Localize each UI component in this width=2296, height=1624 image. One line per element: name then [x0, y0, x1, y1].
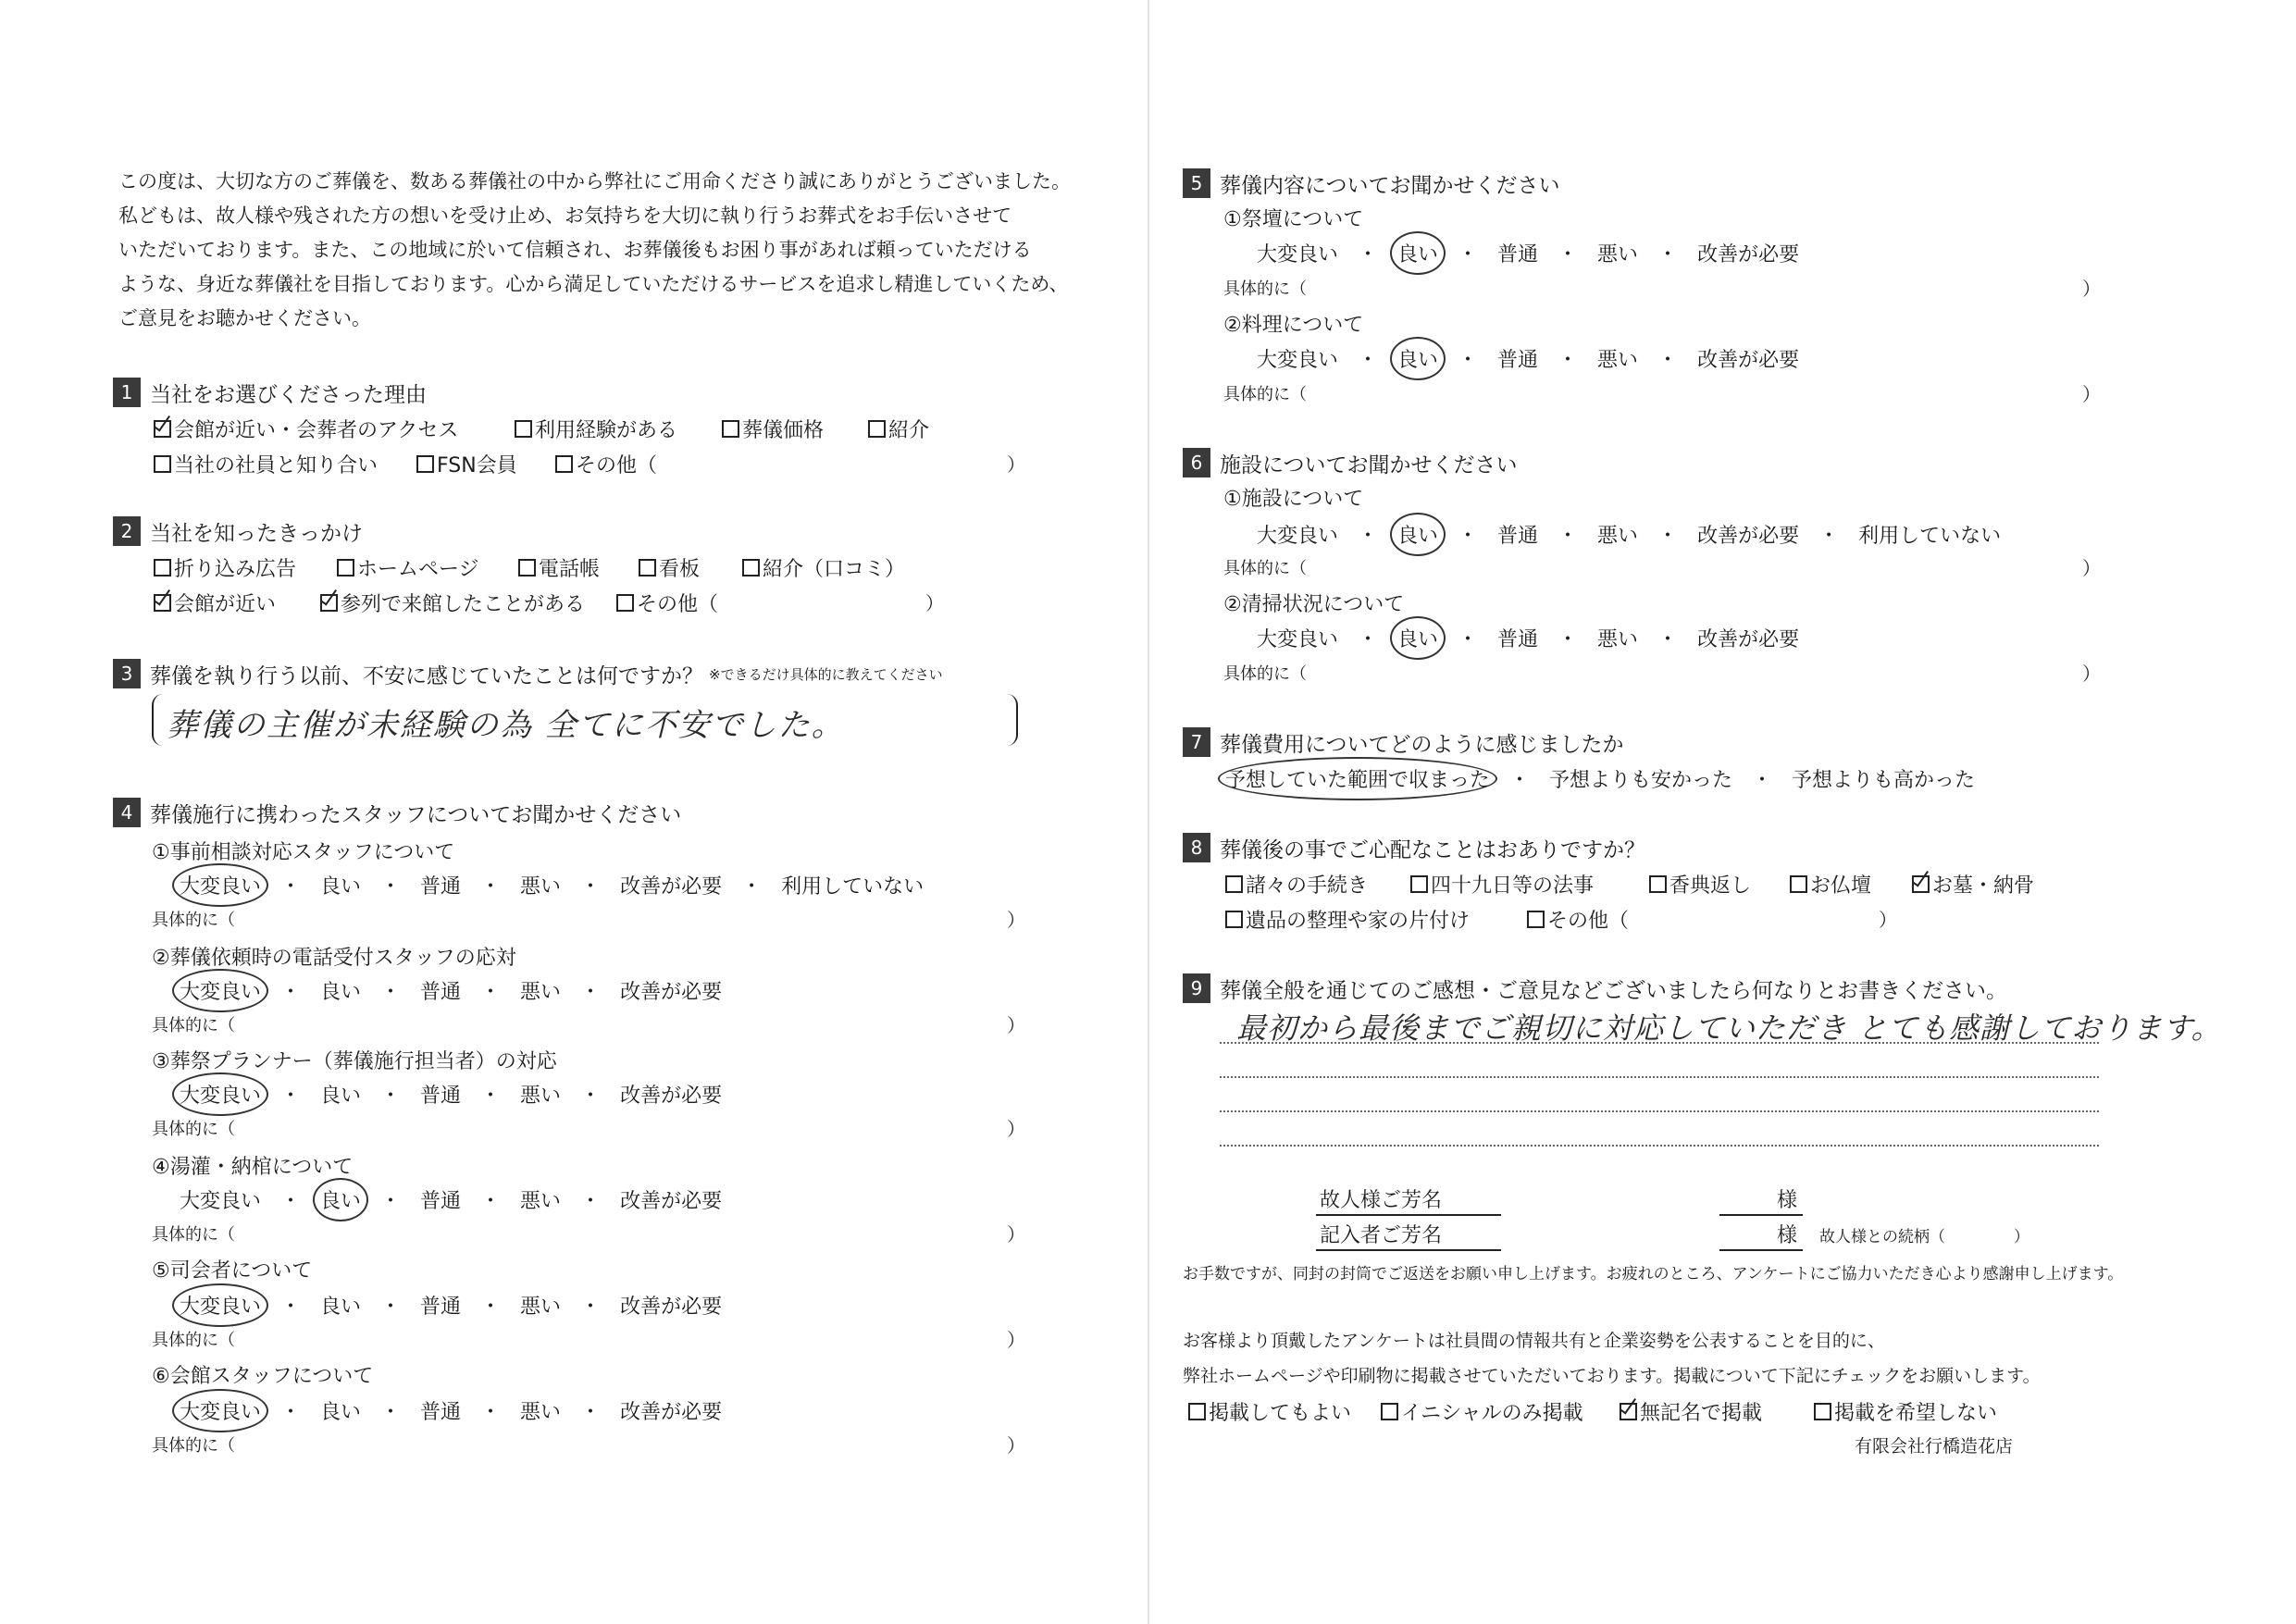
checkbox-icon[interactable]: [1225, 911, 1243, 928]
rating-option[interactable]: 大変良い: [1257, 628, 1339, 651]
detail-label: 具体的に（: [152, 911, 235, 930]
q8-option[interactable]: お墓・納骨: [1912, 870, 2034, 899]
rating-option[interactable]: 利用していない: [781, 875, 925, 899]
q3-handwritten-answer: 葬儀の主催が未経験の為 全てに不安でした。: [167, 707, 845, 744]
close-paren: ）: [925, 592, 944, 614]
q2-option[interactable]: 参列で来館したことがある: [320, 589, 585, 617]
rating-option[interactable]: 利用していない: [1858, 525, 2002, 548]
rating-option[interactable]: 普通: [1497, 525, 1539, 548]
q2-title: 当社を知ったきっかけ: [150, 521, 363, 546]
q5-sub-question: ②料理について: [1223, 314, 1364, 337]
checkbox-icon[interactable]: [1790, 875, 1807, 893]
checkbox-icon[interactable]: [555, 455, 573, 473]
checkbox-icon[interactable]: [1188, 1403, 1206, 1420]
checkbox-icon[interactable]: [1225, 875, 1243, 893]
q6-number: 6: [1183, 448, 1210, 477]
publish-option[interactable]: イニシャルのみ掲載: [1381, 1397, 1583, 1426]
q7-heading: [1183, 727, 1624, 757]
rating-row[interactable]: 大変良い ・ 良い ・ 普通 ・ 悪い ・ 改善が必要: [1257, 239, 1799, 267]
rating-option[interactable]: 改善が必要: [620, 981, 723, 1004]
rating-option[interactable]: 普通: [1497, 628, 1539, 651]
rating-option[interactable]: 改善が必要: [1697, 243, 1800, 267]
q6-title: 施設についてお聞かせください: [1220, 452, 1518, 477]
q2-option[interactable]: その他（: [616, 589, 718, 617]
q3-note: ※できるだけ具体的に教えてください: [709, 665, 943, 683]
deceased-honorific-underline: [1719, 1214, 1803, 1216]
rating-option[interactable]: 悪い: [1597, 525, 1639, 548]
rating-option[interactable]: 普通: [420, 1085, 462, 1108]
detail-label: 具体的に（: [1223, 559, 1307, 578]
q3-number: 3: [113, 659, 141, 688]
q2-option[interactable]: 折り込み広告: [154, 553, 296, 582]
rating-option[interactable]: 改善が必要: [1697, 525, 1800, 548]
detail-label: 具体的に（: [152, 1331, 235, 1350]
rating-option[interactable]: 良い: [320, 1085, 362, 1108]
rating-option-selected[interactable]: 大変良い: [180, 1080, 261, 1109]
page-divider: [1148, 0, 1149, 1624]
close-paren: ）: [1879, 909, 1897, 931]
rating-option-selected[interactable]: 良い: [1397, 344, 1438, 373]
rating-option[interactable]: 悪い: [1597, 349, 1639, 372]
checkbox-icon[interactable]: [416, 455, 434, 473]
rating-option-selected[interactable]: 大変良い: [180, 1291, 261, 1320]
detail-label: 具体的に（: [1223, 385, 1307, 404]
rating-row[interactable]: 大変良い ・ 良い ・ 普通 ・ 悪い ・ 改善が必要: [180, 1080, 722, 1109]
checkbox-checked-icon[interactable]: [154, 420, 171, 438]
rating-row[interactable]: 大変良い ・ 良い ・ 普通 ・ 悪い ・ 改善が必要: [1257, 624, 1799, 652]
detail-label: 具体的に（: [1223, 664, 1307, 684]
q8-title: 葬儀後の事でご心配なことはおありですか？: [1220, 837, 1645, 862]
rating-option[interactable]: 良い: [320, 1295, 362, 1319]
checkbox-icon[interactable]: [515, 420, 532, 438]
writer-name-label: 記入者ご芳名: [1320, 1224, 1443, 1247]
detail-label: 具体的に（: [1223, 279, 1307, 299]
rating-option[interactable]: 普通: [420, 875, 462, 899]
checkbox-checked-icon[interactable]: [1620, 1403, 1637, 1420]
rating-option[interactable]: 普通: [1497, 349, 1539, 372]
close-paren: ）: [1007, 1434, 1025, 1457]
rating-option[interactable]: 改善が必要: [620, 1295, 723, 1319]
q4-sub-question: ①事前相談対応スタッフについて: [152, 841, 455, 864]
q2-option[interactable]: ホームページ: [337, 553, 479, 582]
publish-option[interactable]: 掲載を希望しない: [1814, 1397, 1997, 1426]
rating-option[interactable]: 悪い: [520, 1401, 562, 1424]
close-paren: ）: [1007, 1014, 1025, 1036]
rating-option[interactable]: 改善が必要: [1697, 349, 1800, 372]
writer-honorific: 様: [1777, 1224, 1798, 1247]
checkbox-icon[interactable]: [1814, 1403, 1831, 1420]
rating-option[interactable]: 良い: [320, 981, 362, 1004]
q2-option[interactable]: 看板: [639, 553, 700, 582]
rating-option[interactable]: 大変良い: [1257, 349, 1339, 372]
q8-option[interactable]: その他（: [1527, 905, 1629, 934]
q3-title: 葬儀を執り行う以前、不安に感じていたことは何ですか？: [150, 663, 703, 688]
q2-option[interactable]: 会館が近い: [154, 589, 276, 617]
q3-answer-box[interactable]: [152, 694, 1018, 746]
q6-sub-question: ①施設について: [1223, 488, 1364, 511]
q6-heading: [1183, 448, 1518, 477]
q7-number: 7: [1183, 727, 1210, 757]
checkbox-icon[interactable]: [154, 455, 171, 473]
q3-heading: [113, 659, 943, 688]
q4-heading: [113, 798, 681, 827]
intro-line: ような、身近な葬儀社を目指しております。心から満足していただけるサービスを追求し精進していくため、: [118, 273, 1069, 295]
rating-option-selected[interactable]: 良い: [1397, 520, 1438, 549]
rating-option[interactable]: 良い: [320, 875, 362, 899]
publish-option[interactable]: 掲載してもよい: [1188, 1397, 1351, 1426]
q7-title: 葬儀費用についてどのように感じましたか: [1220, 732, 1624, 757]
checkbox-icon[interactable]: [1649, 875, 1667, 893]
writer-name-underline: [1316, 1249, 1501, 1251]
rating-option[interactable]: 大変良い: [1257, 243, 1339, 267]
q9-title: 葬儀全般を通じてのご感想・ご意見などございましたら何なりとお書きください。: [1220, 978, 2007, 1003]
relation-label: 故人様との続柄（: [1819, 1228, 1945, 1246]
q2-heading: [113, 516, 363, 546]
rating-option[interactable]: 悪い: [520, 875, 562, 899]
answer-line: [1220, 1042, 2099, 1044]
q4-sub-question: ⑥会館スタッフについて: [152, 1365, 374, 1388]
company-name: 有限会社行橋造花店: [1855, 1436, 2014, 1457]
checkbox-icon[interactable]: [154, 559, 171, 576]
q8-heading: [1183, 833, 1645, 862]
q2-option[interactable]: 紹介（口コミ）: [742, 553, 905, 582]
rating-row[interactable]: 大変良い ・ 良い ・ 普通 ・ 悪い ・ 改善が必要: [180, 1185, 722, 1214]
deceased-name-underline: [1316, 1214, 1501, 1216]
q4-number: 4: [113, 798, 141, 827]
checkbox-checked-icon[interactable]: [1912, 875, 1930, 893]
rating-option[interactable]: 悪い: [520, 1085, 562, 1108]
close-paren: ）: [1007, 1329, 1025, 1351]
rating-option[interactable]: 改善が必要: [620, 1401, 723, 1424]
q6-sub-question: ②清掃状況について: [1223, 593, 1405, 616]
checkbox-icon[interactable]: [337, 559, 354, 576]
rating-option[interactable]: 改善が必要: [620, 1190, 723, 1213]
q1-option[interactable]: 葬儀価格: [722, 415, 824, 443]
q7-options[interactable]: 予想していた範囲で収まった ・ 予想よりも安かった ・ 予想よりも高かった: [1225, 764, 1975, 793]
rating-option[interactable]: 大変良い: [180, 1190, 262, 1213]
rating-row[interactable]: 大変良い ・ 良い ・ 普通 ・ 悪い ・ 改善が必要: [1257, 344, 1799, 373]
close-paren: ）: [2082, 557, 2101, 579]
q8-option[interactable]: 遺品の整理や家の片付け: [1225, 905, 1470, 934]
intro-line: ご意見をお聴かせください。: [118, 307, 371, 329]
q1-option[interactable]: その他（: [555, 450, 657, 478]
q4-title: 葬儀施行に携わったスタッフについてお聞かせください: [150, 802, 682, 827]
rating-option[interactable]: 普通: [420, 1401, 462, 1424]
close-paren: ）: [1007, 453, 1025, 476]
q1-option[interactable]: 紹介: [868, 415, 929, 443]
q4-sub-question: ②葬儀依頼時の電話受付スタッフの応対: [152, 947, 516, 970]
close-paren: ）: [1007, 909, 1025, 931]
q4-sub-question: ④湯灌・納棺について: [152, 1156, 354, 1179]
rating-option[interactable]: 改善が必要: [1697, 628, 1800, 651]
deceased-name-label: 故人様ご芳名: [1320, 1189, 1443, 1212]
q5-heading: [1183, 168, 1560, 198]
checkbox-icon[interactable]: [616, 594, 634, 612]
detail-label: 具体的に（: [152, 1225, 235, 1245]
checkbox-icon[interactable]: [722, 420, 739, 438]
publish-line-1: お客様より頂戴したアンケートは社員間の情報共有と企業姿勢を公表することを目的に、: [1183, 1331, 1885, 1351]
close-paren: ）: [2082, 383, 2101, 405]
checkbox-icon[interactable]: [1527, 911, 1545, 928]
close-paren: ）: [2082, 278, 2101, 300]
cost-option[interactable]: 予想よりも高かった: [1792, 769, 1976, 792]
close-paren: ）: [1007, 1118, 1025, 1140]
checkbox-icon[interactable]: [518, 559, 536, 576]
q1-number: 1: [113, 378, 141, 407]
rating-option[interactable]: 悪い: [520, 981, 562, 1004]
close-paren: ）: [1007, 1223, 1025, 1246]
relation-close: ）: [2014, 1228, 2029, 1246]
q5-number: 5: [1183, 168, 1210, 198]
rating-option[interactable]: 改善が必要: [620, 875, 723, 899]
checkbox-checked-icon[interactable]: [320, 594, 338, 612]
rating-option[interactable]: 普通: [420, 981, 462, 1004]
q5-title: 葬儀内容についてお聞かせください: [1220, 173, 1560, 198]
q1-option[interactable]: FSN会員: [416, 450, 517, 478]
answer-line: [1220, 1076, 2099, 1078]
thanks-note: お手数ですが、同封の封筒でご返送をお願い申し上げます。お疲れのところ、アンケートにご協力いただき心より感謝申し上げます。: [1183, 1265, 2124, 1283]
q9-handwritten-answer: 最初から最後までご親切に対応していただき とても感謝しております。: [1236, 1010, 2222, 1046]
checkbox-icon[interactable]: [639, 559, 656, 576]
rating-option[interactable]: 普通: [420, 1295, 462, 1319]
q1-heading: [113, 378, 427, 407]
q1-option[interactable]: 当社の社員と知り合い: [154, 450, 378, 478]
checkbox-icon[interactable]: [1381, 1403, 1398, 1420]
answer-line: [1220, 1110, 2099, 1112]
rating-option-selected[interactable]: 大変良い: [180, 1396, 261, 1425]
checkbox-checked-icon[interactable]: [154, 594, 171, 612]
rating-option-selected[interactable]: 大変良い: [180, 976, 261, 1005]
q1-option[interactable]: 利用経験がある: [515, 415, 677, 443]
rating-option[interactable]: 悪い: [1597, 628, 1639, 651]
rating-option-selected[interactable]: 良い: [1397, 624, 1438, 652]
rating-option[interactable]: 大変良い: [1257, 525, 1339, 548]
writer-honorific-underline: [1719, 1249, 1803, 1251]
publish-option[interactable]: 無記名で掲載: [1620, 1397, 1762, 1426]
q5-sub-question: ①祭壇について: [1223, 208, 1364, 231]
rating-option-selected[interactable]: 良い: [320, 1185, 361, 1214]
rating-row[interactable]: 大変良い ・ 良い ・ 普通 ・ 悪い ・ 改善が必要 ・ 利用していない: [1257, 520, 2001, 549]
q2-option[interactable]: 電話帳: [518, 553, 600, 582]
q1-option[interactable]: 会館が近い・会葬者のアクセス: [154, 415, 458, 443]
intro-line: いただいております。また、この地域に於いて信頼され、お葬儀後もお困り事があれば頼っていただける: [118, 239, 1032, 261]
cost-option[interactable]: 予想よりも安かった: [1549, 769, 1733, 792]
rating-option[interactable]: 普通: [1497, 243, 1539, 267]
q4-sub-question: ③葬祭プランナー（葬儀施行担当者）の対応: [152, 1050, 557, 1073]
q8-option[interactable]: 四十九日等の法事: [1410, 870, 1594, 899]
detail-label: 具体的に（: [152, 1436, 235, 1456]
rating-option[interactable]: 改善が必要: [620, 1085, 723, 1108]
answer-line: [1220, 1145, 2099, 1147]
checkbox-icon[interactable]: [742, 559, 760, 576]
q8-option[interactable]: お仏壇: [1790, 870, 1871, 899]
rating-row[interactable]: 大変良い ・ 良い ・ 普通 ・ 悪い ・ 改善が必要: [180, 1396, 722, 1425]
q2-number: 2: [113, 516, 141, 546]
intro-line: この度は、大切な方のご葬儀を、数ある葬儀社の中から弊社にご用命くださり誠にありがとうございました。: [118, 170, 1071, 192]
detail-label: 具体的に（: [152, 1016, 235, 1035]
q8-option[interactable]: 香典返し: [1649, 870, 1751, 899]
rating-option[interactable]: 悪い: [520, 1295, 562, 1319]
rating-row[interactable]: 大変良い ・ 良い ・ 普通 ・ 悪い ・ 改善が必要 ・ 利用していない: [180, 871, 924, 899]
checkbox-icon[interactable]: [1410, 875, 1428, 893]
publish-line-2: 弊社ホームページや印刷物に掲載させていただいております。掲載について下記にチェックをお願いします。: [1183, 1366, 2041, 1386]
rating-row[interactable]: 大変良い ・ 良い ・ 普通 ・ 悪い ・ 改善が必要: [180, 976, 722, 1005]
rating-row[interactable]: 大変良い ・ 良い ・ 普通 ・ 悪い ・ 改善が必要: [180, 1291, 722, 1320]
q9-number: 9: [1183, 973, 1210, 1003]
checkbox-icon[interactable]: [868, 420, 886, 438]
detail-label: 具体的に（: [152, 1120, 235, 1139]
rating-option[interactable]: 良い: [320, 1401, 362, 1424]
deceased-honorific: 様: [1777, 1189, 1798, 1212]
cost-option-selected[interactable]: 予想していた範囲で収まった: [1225, 764, 1490, 793]
close-paren: ）: [2082, 663, 2101, 685]
rating-option-selected[interactable]: 大変良い: [180, 871, 261, 899]
rating-option[interactable]: 悪い: [520, 1190, 562, 1213]
q8-option[interactable]: 諸々の手続き: [1225, 870, 1368, 899]
q8-number: 8: [1183, 833, 1210, 862]
intro-text: [118, 165, 1071, 336]
q4-sub-question: ⑤司会者について: [152, 1259, 313, 1283]
q9-heading: [1183, 973, 2007, 1003]
rating-option[interactable]: 普通: [420, 1190, 462, 1213]
q1-title: 当社をお選びくださった理由: [150, 382, 427, 407]
rating-option-selected[interactable]: 良い: [1397, 239, 1438, 267]
intro-line: 私どもは、故人様や残された方の想いを受け止め、お気持ちを大切に執り行うお葬式をお手伝いさせて: [118, 205, 1012, 227]
rating-option[interactable]: 悪い: [1597, 243, 1639, 267]
